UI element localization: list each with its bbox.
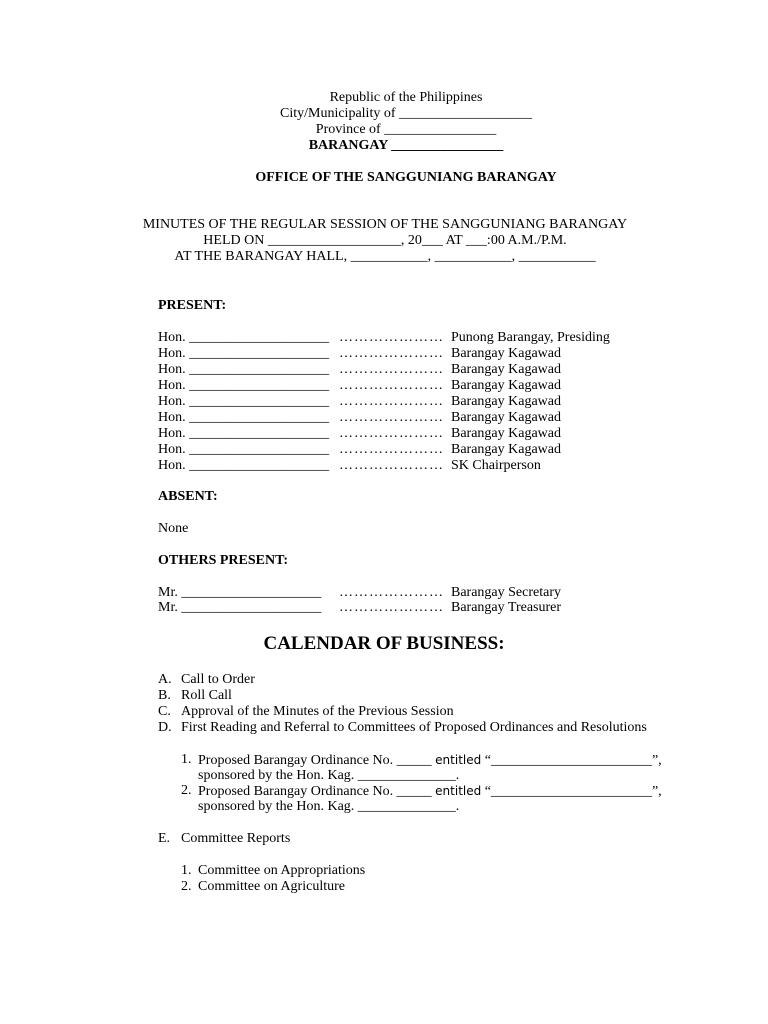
others-dots: ………………… — [339, 585, 444, 600]
present-dots: ………………… — [339, 378, 444, 393]
present-row — [158, 346, 718, 362]
absent-value: None — [158, 521, 189, 536]
committee-item — [181, 879, 481, 895]
calendar-item-e — [158, 831, 458, 847]
calendar-item-text: Roll Call — [181, 688, 232, 703]
ordinance-sponsor: sponsored by the Hon. Kag. ______________. — [198, 799, 460, 814]
present-row — [158, 330, 718, 346]
ordinance-item — [181, 752, 662, 784]
absent-label: ABSENT: — [158, 489, 218, 504]
ordinance-number: Proposed Barangay Ordinance No. _____ — [198, 753, 432, 768]
present-name: Hon. ____________________ — [158, 442, 330, 457]
minutes-line-2: HELD ON ___________________, 20___ AT ___:00 A.M./P.M. — [203, 233, 567, 248]
present-name: Hon. ____________________ — [158, 330, 330, 345]
present-dots: ………………… — [339, 442, 444, 457]
calendar-item-text: Committee Reports — [181, 831, 291, 846]
present-dots: ………………… — [339, 410, 444, 425]
present-role: Barangay Kagawad — [451, 410, 562, 425]
calendar-item-text: Call to Order — [181, 672, 255, 687]
present-row — [158, 410, 718, 426]
calendar-item-mark: B. — [158, 688, 171, 703]
minutes-line-3: AT THE BARANGAY HALL, ___________, ___________, ___________ — [174, 249, 596, 264]
ordinance-sponsor: sponsored by the Hon. Kag. ______________. — [198, 768, 460, 783]
calendar-item-text: Approval of the Minutes of the Previous Session — [181, 704, 454, 719]
present-role: SK Chairperson — [451, 458, 541, 473]
committee-mark: 2. — [181, 879, 192, 894]
minutes-line-1: MINUTES OF THE REGULAR SESSION OF THE SANGGUNIANG BARANGAY — [142, 217, 628, 232]
present-dots: ………………… — [339, 426, 444, 441]
committee-mark: 1. — [181, 863, 192, 878]
others-name: Mr. ____________________ — [158, 600, 322, 615]
calendar-item-mark: E. — [158, 831, 171, 846]
present-role: Punong Barangay, Presiding — [451, 330, 610, 345]
present-dots: ………………… — [339, 346, 444, 361]
present-role: Barangay Kagawad — [451, 346, 562, 361]
present-row — [158, 378, 718, 394]
present-role: Barangay Kagawad — [451, 394, 562, 409]
others-row — [158, 585, 718, 601]
calendar-item-mark: C. — [158, 704, 171, 719]
calendar-item-mark: A. — [158, 672, 172, 687]
header-province: Province of ________________ — [315, 122, 497, 137]
committee-text: Committee on Agriculture — [198, 879, 345, 894]
others-role: Barangay Treasurer — [451, 600, 562, 615]
present-name: Hon. ____________________ — [158, 458, 330, 473]
present-dots: ………………… — [339, 362, 444, 377]
office-title: OFFICE OF THE SANGGUNIANG BARANGAY — [255, 170, 557, 185]
others-row — [158, 600, 718, 616]
present-name: Hon. ____________________ — [158, 410, 330, 425]
present-role: Barangay Kagawad — [451, 362, 562, 377]
committee-text: Committee on Appropriations — [198, 863, 366, 878]
present-name: Hon. ____________________ — [158, 362, 330, 377]
present-row — [158, 442, 718, 458]
ordinance-item — [181, 783, 662, 815]
present-role: Barangay Kagawad — [451, 442, 562, 457]
present-row — [158, 362, 718, 378]
present-role: Barangay Kagawad — [451, 426, 562, 441]
others-role: Barangay Secretary — [451, 585, 561, 600]
present-row — [158, 426, 718, 442]
ordinance-entitled: entitled — [435, 784, 482, 798]
present-dots: ………………… — [339, 394, 444, 409]
calendar-item-text: First Reading and Referral to Committees of Proposed Ordinances and Resolutions — [181, 720, 647, 735]
present-label: PRESENT: — [158, 298, 227, 313]
present-dots: ………………… — [339, 330, 444, 345]
calendar-item — [158, 704, 658, 720]
calendar-item-mark: D. — [158, 720, 172, 735]
calendar-item — [158, 672, 658, 688]
present-name: Hon. ____________________ — [158, 378, 330, 393]
others-dots: ………………… — [339, 600, 444, 615]
ordinance-title: “_______________________”, — [484, 784, 662, 799]
present-role: Barangay Kagawad — [451, 378, 562, 393]
header-republic: Republic of the Philippines — [329, 90, 483, 105]
present-name: Hon. ____________________ — [158, 346, 330, 361]
ordinance-number: Proposed Barangay Ordinance No. _____ — [198, 784, 432, 799]
calendar-title: CALENDAR OF BUSINESS: — [263, 633, 505, 654]
present-dots: ………………… — [339, 458, 444, 473]
header-city: City/Municipality of ___________________ — [280, 106, 532, 121]
present-row — [158, 458, 718, 474]
calendar-item — [158, 720, 718, 736]
calendar-item — [158, 688, 658, 704]
ordinance-title: “_______________________”, — [484, 753, 662, 768]
header-barangay: BARANGAY ________________ — [308, 138, 504, 153]
present-name: Hon. ____________________ — [158, 394, 330, 409]
ordinance-mark: 1. — [181, 752, 192, 767]
present-row — [158, 394, 718, 410]
committee-item — [181, 863, 481, 879]
others-name: Mr. ____________________ — [158, 585, 322, 600]
ordinance-entitled: entitled — [435, 753, 482, 767]
ordinance-mark: 2. — [181, 783, 192, 798]
others-present-label: OTHERS PRESENT: — [158, 553, 289, 568]
present-name: Hon. ____________________ — [158, 426, 330, 441]
